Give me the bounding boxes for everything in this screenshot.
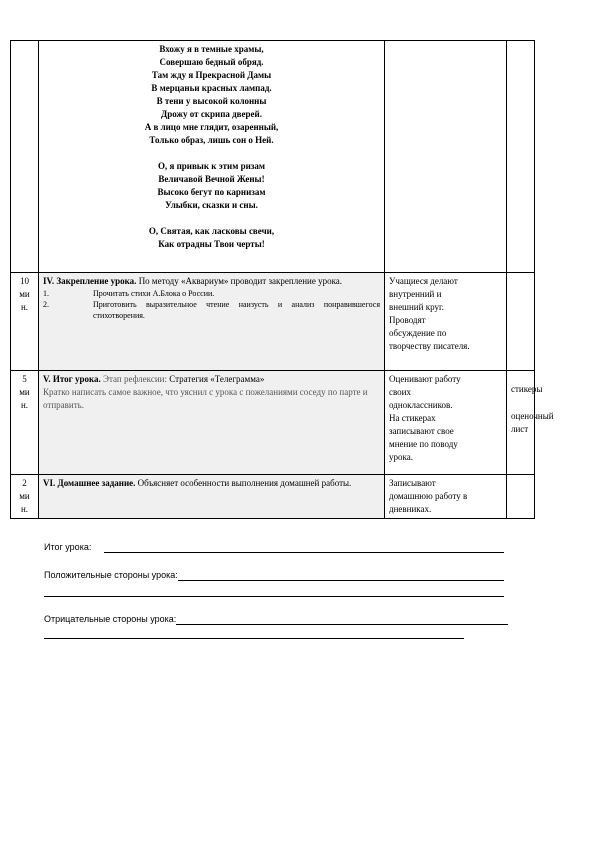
time-unit: н.	[20, 504, 29, 514]
student-line: записывают свое	[389, 426, 454, 436]
resources-cell	[507, 273, 535, 371]
table-row-poem	[11, 41, 535, 273]
student-activity-cell	[385, 273, 507, 371]
task-item	[43, 288, 380, 299]
stage-title: VI. Домашнее задание.	[43, 478, 136, 488]
table-row-homework	[11, 475, 535, 519]
student-line: Записывают	[389, 478, 436, 488]
time-cell	[11, 41, 39, 273]
student-line: домашнюю работу в	[389, 491, 468, 501]
resource-item: стикеры	[511, 384, 543, 394]
poem-line: В мерцаньи красных лампад.	[151, 83, 272, 93]
teacher-activity-cell	[39, 273, 385, 371]
task-text: Приготовить выразительное чтение наизусть и анализ понравившегося стихотворения.	[93, 300, 380, 320]
time-unit: ми	[19, 387, 30, 397]
student-line: обсуждение по	[389, 328, 447, 338]
resource-item: лист	[511, 424, 529, 434]
poem-line: О, я привык к этим ризам	[157, 161, 266, 171]
student-line: мнение по поводу	[389, 439, 458, 449]
time-unit: ми	[19, 491, 30, 501]
student-activity-cell	[385, 475, 507, 519]
time-value: 10	[20, 276, 29, 286]
table-row-consolidation	[11, 273, 535, 371]
poem-line: Дрожу от скрипа дверей.	[161, 109, 262, 119]
negative-aspects-label: Отрицательные стороны урока:	[44, 614, 177, 624]
positive-aspects-label: Положительные стороны урока:	[44, 570, 178, 580]
fill-line	[44, 596, 504, 597]
stage-title: IV. Закрепление урока.	[43, 276, 137, 286]
time-unit: ми	[19, 289, 30, 299]
fill-line	[44, 638, 464, 639]
poem-cell	[39, 41, 385, 273]
fill-line	[104, 552, 504, 553]
time-cell	[11, 273, 39, 371]
stage-intro: По методу «Аквариум» проводит закрепление урока.	[138, 276, 343, 286]
student-line: дневниках.	[389, 504, 432, 514]
student-line: На стикерах	[389, 413, 436, 423]
poem-line: Только образ, лишь сон о Ней.	[149, 135, 274, 145]
poem-line: Высоко бегут по карнизам	[157, 187, 266, 197]
stage-text: Объясняет особенности выполнения домашней работы.	[137, 478, 352, 488]
time-cell	[11, 371, 39, 475]
task-text: Прочитать стихи А.Блока о России.	[93, 289, 215, 298]
time-unit: н.	[20, 400, 29, 410]
lesson-plan-table	[10, 40, 554, 519]
student-activity-cell	[385, 41, 507, 273]
poem-line: Улыбки, сказки и сны.	[165, 200, 258, 210]
resource-item: оценочный	[511, 411, 554, 421]
poem-line: Величавой Вечной Жены!	[158, 174, 265, 184]
poem-line: Вхожу я в темные храмы,	[159, 44, 264, 54]
stage-phase: Этап рефлексии:	[103, 374, 167, 384]
strategy-name: Стратегия «Телеграмма»	[169, 374, 265, 384]
student-line: Оценивают работу	[389, 374, 461, 384]
resources-cell	[507, 371, 554, 475]
poem-line: Как отрадны Твои черты!	[158, 239, 265, 249]
poem-line: А в лицо мне глядит, озаренный,	[144, 122, 279, 132]
student-line: творчеству писателя.	[389, 341, 470, 351]
fill-line	[178, 580, 504, 581]
student-line: своих	[389, 387, 411, 397]
student-line: Проводят	[389, 315, 426, 325]
table-row-summary	[11, 371, 535, 475]
student-line: урока.	[389, 452, 413, 462]
fill-line	[176, 624, 508, 625]
stage-text: Кратко написать самое важное, что уяснил с урока с пожеланиями соседу по парте и отправить.	[43, 387, 368, 410]
task-number: 2.	[43, 300, 49, 309]
time-unit: н.	[20, 302, 29, 312]
task-item	[43, 299, 380, 321]
student-line: внешний круг.	[389, 302, 444, 312]
poem-line: Совершаю бедный обряд.	[159, 57, 264, 67]
student-activity-cell	[385, 371, 507, 475]
student-line: одноклассников.	[389, 400, 453, 410]
teacher-activity-cell	[39, 475, 385, 519]
stage-title: V. Итог урока.	[43, 374, 101, 384]
task-number: 1.	[43, 289, 49, 298]
time-cell	[11, 475, 39, 519]
time-value: 2	[22, 478, 27, 488]
teacher-activity-cell	[39, 371, 385, 475]
poem-line: В тени у высокой колонны	[156, 96, 267, 106]
lesson-result-label: Итог урока:	[44, 542, 92, 552]
resources-cell	[507, 475, 535, 519]
poem-line: О, Святая, как ласковы свечи,	[148, 226, 275, 236]
student-line: внутренний и	[389, 289, 442, 299]
poem-line: Там жду я Прекрасной Дамы	[151, 70, 272, 80]
time-value: 5	[22, 374, 27, 384]
student-line: Учащиеся делают	[389, 276, 458, 286]
resources-cell	[507, 41, 535, 273]
